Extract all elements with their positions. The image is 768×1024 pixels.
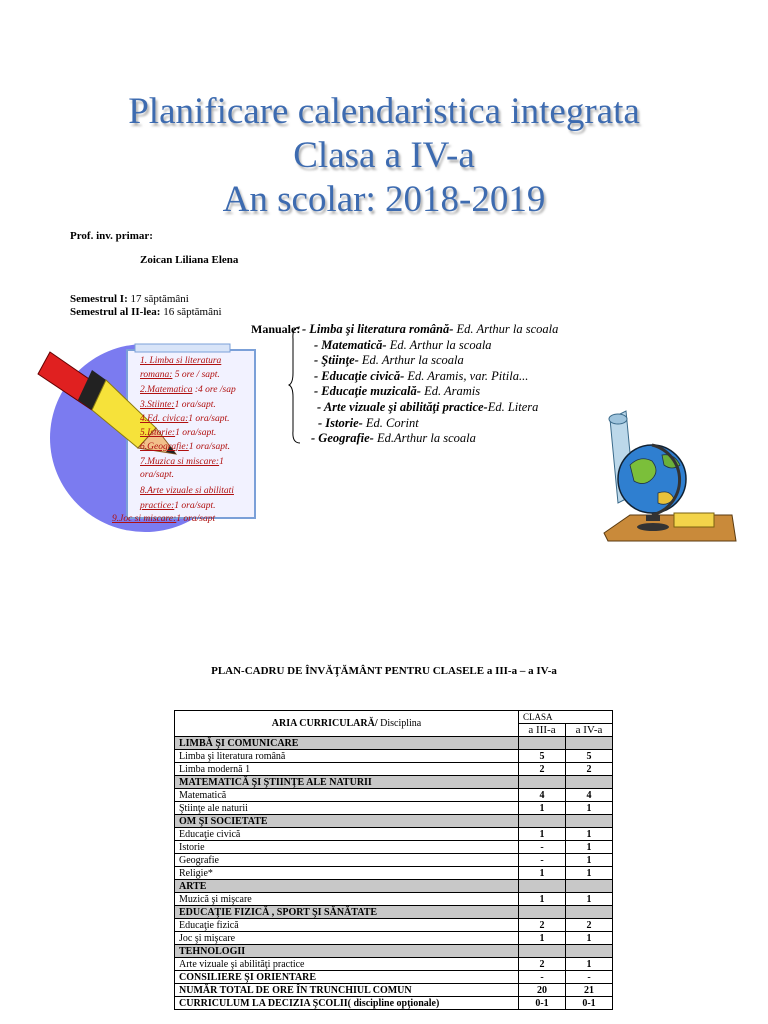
- discipline-cell: ARTE: [175, 880, 519, 893]
- hours-iv-cell: 21: [566, 984, 613, 997]
- table-row: [175, 802, 613, 815]
- table-row: [175, 763, 613, 776]
- discipline-cell: EDUCAŢIE FIZICĂ , SPORT ŞI SĂNĂTATE: [175, 906, 519, 919]
- schedule-item: 2.Matematica :4 ore /sap: [140, 385, 236, 395]
- discipline-cell: LIMBĂ ŞI COMUNICARE: [175, 737, 519, 750]
- hours-iv-cell: 1: [566, 893, 613, 906]
- hours-iv-cell: 1: [566, 802, 613, 815]
- plan-table: [174, 710, 613, 1010]
- table-row: [175, 958, 613, 971]
- manual-subject: - Ştiinţe-: [314, 353, 359, 368]
- table-row: [175, 919, 613, 932]
- hours-iii-cell: 4: [519, 789, 566, 802]
- schedule-item: 8.Arte vizuale si abilitati: [140, 486, 234, 496]
- discipline-cell: OM ŞI SOCIETATE: [175, 815, 519, 828]
- hours-iii-cell: -: [519, 841, 566, 854]
- hours-iii-cell: [519, 815, 566, 828]
- hours-iii-cell: 2: [519, 763, 566, 776]
- hours-iii-cell: 1: [519, 828, 566, 841]
- header-col-b: a IV-a: [566, 724, 613, 737]
- manual-subject: - Educaţie civică-: [314, 368, 405, 383]
- discipline-cell: Religie*: [175, 867, 519, 880]
- hours-iv-cell: -: [566, 971, 613, 984]
- discipline-cell: TEHNOLOGII: [175, 945, 519, 958]
- semester-1-label: Semestrul I:: [70, 293, 128, 305]
- schedule-item: 1. Limba si literatura: [140, 356, 222, 366]
- table-row: [175, 984, 613, 997]
- hours-iii-cell: -: [519, 854, 566, 867]
- discipline-cell: Educaţie civică: [175, 828, 519, 841]
- schedule-item: 9.Joc si miscare:1 ora/sapt: [112, 514, 216, 524]
- hours-iv-cell: [566, 945, 613, 958]
- hours-iii-cell: 5: [519, 750, 566, 763]
- hours-iv-cell: 1: [566, 841, 613, 854]
- schedule-item: 6.Geografie:1 ora/sapt.: [140, 442, 230, 452]
- table-row: [175, 971, 613, 984]
- hours-iii-cell: [519, 776, 566, 789]
- hours-iv-cell: 1: [566, 828, 613, 841]
- hours-iv-cell: 4: [566, 789, 613, 802]
- hours-iv-cell: [566, 815, 613, 828]
- schedule-item: ora/sapt.: [140, 470, 175, 480]
- semester-1: [70, 293, 189, 305]
- hours-iii-cell: 1: [519, 802, 566, 815]
- hours-iv-cell: 5: [566, 750, 613, 763]
- manual-publisher: Ed. Aramis: [420, 384, 481, 399]
- hours-iv-cell: [566, 906, 613, 919]
- manual-subject: - Istorie-: [318, 415, 363, 430]
- schedule-item: romana: 5 ore / sapt.: [140, 370, 220, 380]
- area-row: [175, 945, 613, 958]
- hours-iv-cell: 2: [566, 919, 613, 932]
- schedule-item: practice:1 ora/sapt.: [140, 501, 216, 511]
- discipline-cell: CURRICULUM LA DECIZIA ŞCOLII( discipline opţionale): [175, 997, 519, 1010]
- discipline-cell: Arte vizuale şi abilităţi practice: [175, 958, 519, 971]
- manual-item: [314, 353, 464, 368]
- teacher-name: Zoican Liliana Elena: [140, 254, 239, 266]
- brace-icon: [288, 325, 302, 445]
- manual-publisher: Ed. Corint: [362, 415, 419, 430]
- table-row: [175, 841, 613, 854]
- discipline-cell: Ştiinţe ale naturii: [175, 802, 519, 815]
- manual-subject: - Geografie-: [311, 431, 374, 446]
- discipline-cell: Matematică: [175, 789, 519, 802]
- hours-iii-cell: 20: [519, 984, 566, 997]
- discipline-cell: Muzică şi mişcare: [175, 893, 519, 906]
- manual-publisher: Ed. Arthur la scoala: [358, 353, 464, 368]
- schedule-item: 5.Istorie:1 ora/sapt.: [140, 428, 217, 438]
- hours-iv-cell: [566, 880, 613, 893]
- table-row: [175, 867, 613, 880]
- manual-item: [311, 431, 476, 446]
- hours-iii-cell: 1: [519, 893, 566, 906]
- hours-iii-cell: 0-1: [519, 997, 566, 1010]
- teacher-role: Prof. inv. primar:: [70, 230, 153, 242]
- semester-2-label: Semestrul al II-lea:: [70, 306, 161, 318]
- table-row: [175, 997, 613, 1010]
- title-line-3: An scolar: 2018-2019: [222, 179, 546, 220]
- manual-subject: - Matematică-: [314, 337, 387, 352]
- hours-iii-cell: [519, 880, 566, 893]
- hours-iii-cell: [519, 737, 566, 750]
- manual-publisher: Ed. Aramis, var. Pitila...: [404, 368, 529, 383]
- schedule-item: 4.Ed. civica:1 ora/sapt.: [140, 414, 230, 424]
- discipline-cell: Limba modernă 1: [175, 763, 519, 776]
- manuale-label: Manuale:: [251, 322, 301, 336]
- hours-iv-cell: [566, 776, 613, 789]
- schedule-item: 7.Muzica si miscare:1: [140, 457, 224, 467]
- table-row: [175, 828, 613, 841]
- discipline-cell: NUMĂR TOTAL DE ORE ÎN TRUNCHIUL COMUN: [175, 984, 519, 997]
- manual-subject: - Educaţie muzicală-: [314, 384, 421, 399]
- manual-publisher: Ed. Arthur la scoala: [386, 337, 492, 352]
- hours-iii-cell: [519, 945, 566, 958]
- manual-item: [314, 338, 492, 353]
- title-line-2: Clasa a IV-a: [293, 135, 475, 176]
- table-row: [175, 750, 613, 763]
- manual-item: [314, 384, 480, 399]
- semester-1-value: 17 săptămâni: [130, 293, 189, 305]
- manual-publisher: Ed. Litera: [487, 400, 539, 414]
- hours-iii-cell: [519, 906, 566, 919]
- table-row: [175, 893, 613, 906]
- semester-2: [70, 306, 222, 318]
- hours-iv-cell: 1: [566, 932, 613, 945]
- table-header-row: [175, 711, 613, 724]
- manual-item: [302, 322, 558, 337]
- discipline-cell: Geografie: [175, 854, 519, 867]
- manual-item: [318, 416, 419, 431]
- table-row: [175, 932, 613, 945]
- area-row: [175, 906, 613, 919]
- hours-iii-cell: 1: [519, 932, 566, 945]
- manual-publisher: Ed.Arthur la scoala: [373, 431, 476, 446]
- hours-iv-cell: 1: [566, 958, 613, 971]
- hours-iii-cell: -: [519, 971, 566, 984]
- hours-iv-cell: 0-1: [566, 997, 613, 1010]
- manual-subject: - Arte vizuale şi abilităţi practice-: [317, 400, 488, 414]
- discipline-cell: MATEMATICĂ ŞI ŞTIINŢE ALE NATURII: [175, 776, 519, 789]
- header-col-a: a III-a: [519, 724, 566, 737]
- manual-item: [314, 369, 528, 384]
- semester-2-value: 16 săptămâni: [163, 306, 222, 318]
- title-line-1: Planificare calendaristica integrata: [128, 91, 640, 132]
- header-clasa-cell: CLASA: [519, 711, 613, 724]
- schedule-item: 3.Stiinte:1 ora/sapt.: [140, 400, 216, 410]
- discipline-cell: Joc şi mişcare: [175, 932, 519, 945]
- table-row: [175, 854, 613, 867]
- discipline-cell: Istorie: [175, 841, 519, 854]
- discipline-cell: Educaţie fizică: [175, 919, 519, 932]
- discipline-cell: CONSILIERE ŞI ORIENTARE: [175, 971, 519, 984]
- plan-title: PLAN-CADRU DE ÎNVĂŢĂMÂNT PENTRU CLASELE a III-a – a IV-a: [211, 665, 557, 677]
- discipline-cell: Limba şi literatura română: [175, 750, 519, 763]
- hours-iv-cell: 2: [566, 763, 613, 776]
- table-row: [175, 789, 613, 802]
- manual-subject: - Limba şi literatura română-: [302, 322, 454, 336]
- manual-item: [317, 400, 538, 415]
- area-row: [175, 880, 613, 893]
- hours-iv-cell: 1: [566, 854, 613, 867]
- hours-iv-cell: [566, 737, 613, 750]
- area-row: [175, 776, 613, 789]
- header-area-cell: ARIA CURRICULARĂ/ Disciplina: [175, 711, 519, 737]
- globe-icon: [600, 405, 740, 550]
- area-row: [175, 815, 613, 828]
- manual-publisher: Ed. Arthur la scoala: [453, 322, 559, 336]
- hours-iii-cell: 1: [519, 867, 566, 880]
- hours-iv-cell: 1: [566, 867, 613, 880]
- area-row: [175, 737, 613, 750]
- hours-iii-cell: 2: [519, 958, 566, 971]
- hours-iii-cell: 2: [519, 919, 566, 932]
